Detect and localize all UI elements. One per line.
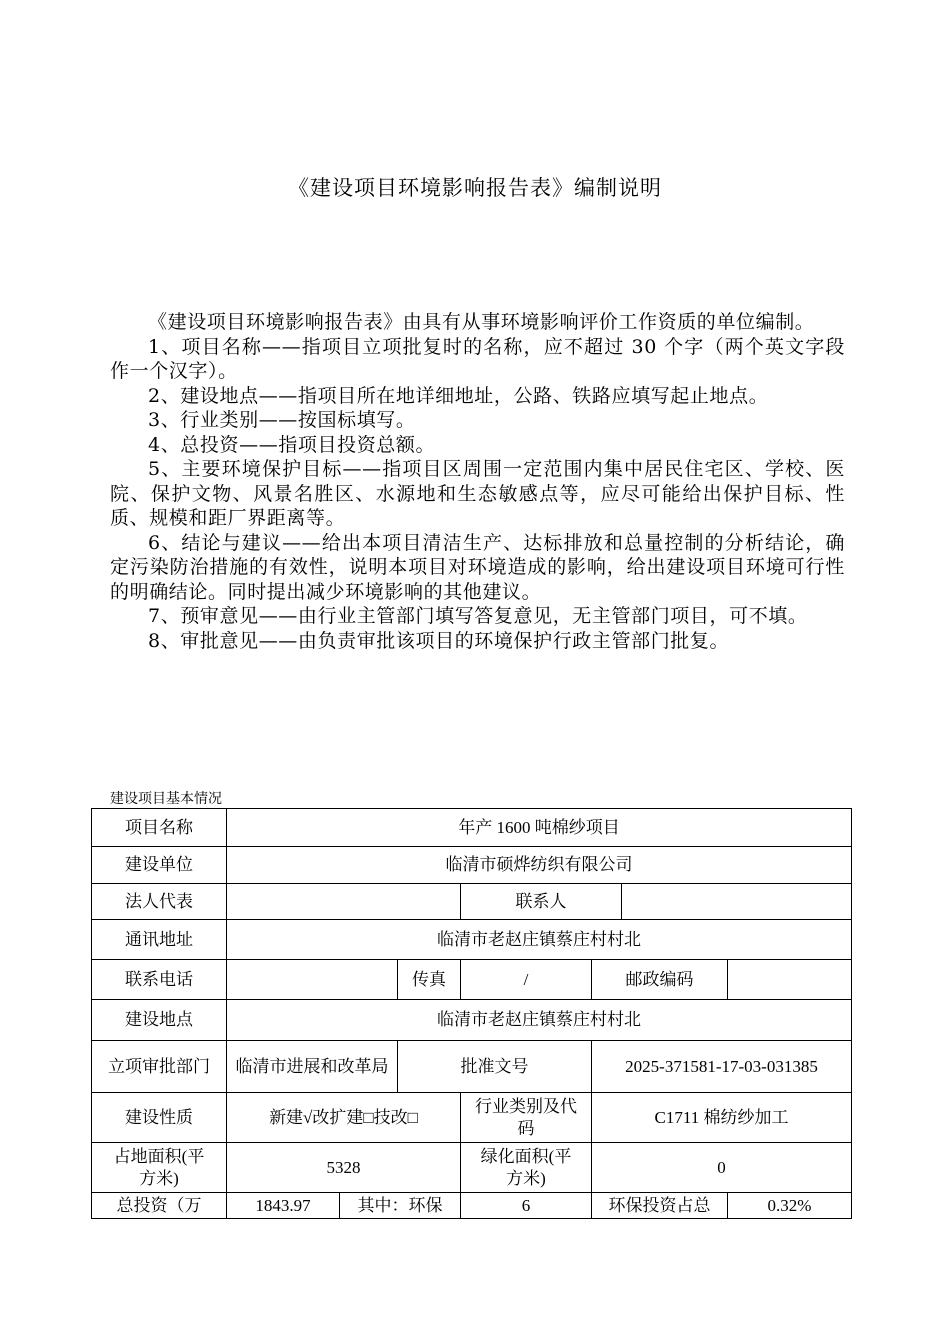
approval-no-value: 2025-371581-17-03-031385 bbox=[592, 1041, 852, 1093]
area-label: 占地面积(平方米) bbox=[92, 1143, 227, 1193]
nature-label: 建设性质 bbox=[92, 1093, 227, 1143]
green-value: 0 bbox=[592, 1143, 852, 1193]
green-label: 绿化面积(平方米) bbox=[461, 1143, 592, 1193]
invest-label-text: 总投资（万 bbox=[116, 1195, 202, 1215]
intro-paragraph: 《建设项目环境影响报告表》由具有从事环境影响评价工作资质的单位编制。 bbox=[148, 311, 815, 333]
instruction-item-4: 4、总投资——指项目投资总额。 bbox=[148, 433, 436, 456]
builder-value: 临清市硕烨纺织有限公司 bbox=[227, 847, 852, 884]
invest-label bbox=[92, 1193, 227, 1219]
address-value: 临清市老赵庄镇蔡庄村村北 bbox=[227, 920, 852, 960]
legal-rep-label: 法人代表 bbox=[92, 884, 227, 920]
builder-label: 建设单位 bbox=[92, 847, 227, 884]
industry-value: C1711 棉纺纱加工 bbox=[592, 1093, 852, 1143]
fax-value: / bbox=[461, 960, 592, 1000]
env-ratio-value: 0.32% bbox=[728, 1193, 852, 1219]
address-label: 通讯地址 bbox=[92, 920, 227, 960]
postcode-value bbox=[728, 960, 852, 1000]
industry-label: 行业类别及代码 bbox=[461, 1093, 592, 1143]
project-name-value: 年产 1600 吨棉纱项目 bbox=[227, 809, 852, 847]
approval-dept-label: 立项审批部门 bbox=[92, 1041, 227, 1093]
contact-label: 联系人 bbox=[461, 884, 622, 920]
instruction-item-5: 5、主要环境保护目标——指项目区周围一定范围内集中居民住宅区、学校、医院、保护文物、风景名胜区、水源地和生态敏感点等，应尽可能给出保护目标、性质、规模和距厂界距离等。 bbox=[110, 458, 845, 529]
document-title: 《建设项目环境影响报告表》编制说明 bbox=[288, 176, 662, 200]
nature-value: 新建√改扩建□技改□ bbox=[227, 1093, 461, 1143]
site-label: 建设地点 bbox=[92, 1000, 227, 1041]
env-invest-value: 6 bbox=[461, 1193, 592, 1219]
instruction-item-8: 8、审批意见——由负责审批该项目的环境保护行政主管部门批复。 bbox=[148, 629, 730, 652]
site-value: 临清市老赵庄镇蔡庄村村北 bbox=[227, 1000, 852, 1041]
instruction-item-2: 2、建设地点——指项目所在地详细地址，公路、铁路应填写起止地点。 bbox=[148, 384, 769, 407]
phone-value bbox=[227, 960, 398, 1000]
approval-no-label: 批准文号 bbox=[398, 1041, 592, 1093]
legal-rep-value bbox=[227, 884, 461, 920]
project-info-table bbox=[91, 808, 852, 1219]
area-value: 5328 bbox=[227, 1143, 461, 1193]
project-name-label: 项目名称 bbox=[92, 809, 227, 847]
env-invest-label bbox=[340, 1193, 461, 1219]
instruction-item-6: 6、结论与建议——给出本项目清洁生产、达标排放和总量控制的分析结论，确定污染防治措施的有效性，说明本项目对环境造成的影响，给出建设项目环境可行性的明确结论。同时提出减少环境影响的其他建议。 bbox=[110, 531, 845, 603]
instruction-item-7: 7、预审意见——由行业主管部门填写答复意见，无主管部门项目，可不填。 bbox=[148, 605, 808, 627]
invest-value: 1843.97 bbox=[227, 1193, 340, 1219]
env-invest-label-text: 其中：环保 bbox=[357, 1195, 443, 1215]
instruction-item-3: 3、行业类别——按国标填写。 bbox=[148, 409, 416, 431]
env-ratio-label-text: 环保投资占总 bbox=[608, 1195, 711, 1215]
instructions-body bbox=[110, 310, 845, 653]
table-caption: 建设项目基本情况 bbox=[110, 791, 222, 807]
env-ratio-label bbox=[592, 1193, 728, 1219]
postcode-label: 邮政编码 bbox=[592, 960, 728, 1000]
approval-dept-value: 临清市进展和改革局 bbox=[227, 1041, 398, 1093]
instruction-item-1: 1、项目名称——指项目立项批复时的名称，应不超过 30 个字（两个英文字段作一个汉字）。 bbox=[110, 335, 845, 382]
contact-value bbox=[622, 884, 852, 920]
phone-label: 联系电话 bbox=[92, 960, 227, 1000]
fax-label: 传真 bbox=[398, 960, 461, 1000]
